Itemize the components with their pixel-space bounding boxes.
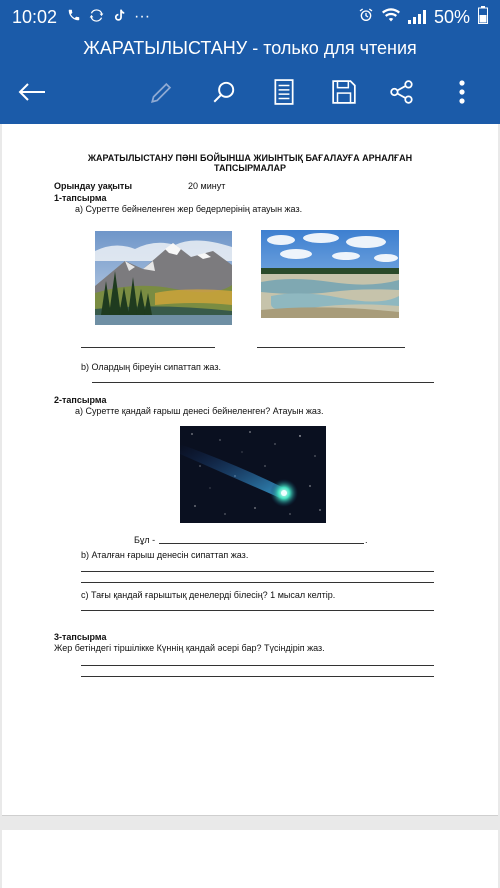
task1-title: 1-тапсырма <box>54 193 107 203</box>
tiktok-icon <box>112 8 126 27</box>
task1-question-b: b) Олардың біреуін сипаттап жаз. <box>81 362 221 372</box>
save-button[interactable] <box>326 74 362 110</box>
answer-line-task2c[interactable] <box>81 610 434 611</box>
answer-line-image1[interactable] <box>81 347 215 348</box>
save-icon <box>331 79 357 105</box>
task2-question-c: c) Тағы қандай ғарыштық денелерді білесің? 1 мысал келтір. <box>81 590 336 600</box>
sync-icon <box>89 8 104 27</box>
search-icon <box>211 79 237 105</box>
task2-question-b: b) Аталған ғарыш денесін сипаттап жаз. <box>81 550 249 560</box>
duration-value: 20 минут <box>188 181 226 191</box>
task1-question-a: a) Суретте бейнеленген жер бедерлерінің атауын жаз. <box>75 204 303 214</box>
battery-icon <box>478 6 488 29</box>
kebab-menu-icon <box>458 80 466 104</box>
answer-line-task3-2[interactable] <box>81 676 434 677</box>
mountain-landscape-image <box>95 231 232 325</box>
back-button[interactable] <box>14 74 50 110</box>
more-options-button[interactable] <box>444 74 480 110</box>
phone-call-icon <box>67 8 81 26</box>
reading-mode-button[interactable] <box>266 74 302 110</box>
document-heading-line2: ТАПСЫРМАЛАР <box>214 163 286 173</box>
share-button[interactable] <box>384 74 420 110</box>
more-notifications-dots: ··· <box>134 8 151 25</box>
task2-question-a: a) Суретте қандай ғарыш денесі бейнеленген? Атауын жаз. <box>75 406 324 416</box>
alarm-icon <box>358 7 374 28</box>
document-content <box>2 124 498 816</box>
task3-prompt: Жер бетіндегі тіршілікке Күннің қандай әсері бар? Түсіндіріп жаз. <box>54 643 325 653</box>
document-page-2[interactable] <box>2 830 498 888</box>
status-time: 10:02 <box>12 6 58 27</box>
comet-image <box>180 426 326 523</box>
document-heading-line1: ЖАРАТЫЛЫСТАНУ ПӘНІ БОЙЫНША ЖИЫНТЫҚ БАҒАЛАУҒА АРНАЛҒАН <box>87 153 413 163</box>
pencil-icon <box>149 79 175 105</box>
answer-line-task2b-1[interactable] <box>81 571 434 572</box>
task2-answer-period: . <box>365 535 368 545</box>
answer-line-task1b[interactable] <box>92 382 434 383</box>
answer-line-task3-1[interactable] <box>81 665 434 666</box>
document-page-1[interactable] <box>2 124 498 816</box>
status-bar <box>0 0 500 34</box>
wifi-icon <box>382 7 400 28</box>
document-view-icon <box>273 79 295 105</box>
toolbar <box>0 74 500 114</box>
task2-title: 2-тапсырма <box>54 395 107 405</box>
answer-line-task2b-2[interactable] <box>81 582 434 583</box>
app-bar <box>0 34 500 124</box>
battery-percent: 50% <box>433 6 470 27</box>
status-system-icons <box>358 6 488 29</box>
signal-icon <box>408 10 426 24</box>
answer-line-image2[interactable] <box>257 347 405 348</box>
edit-button[interactable] <box>144 74 180 110</box>
hot-spring-landscape-image <box>261 230 399 318</box>
task2-this-is-label: Бұл - <box>134 535 156 545</box>
answer-line-task2a[interactable] <box>159 543 364 544</box>
task3-title: 3-тапсырма <box>54 632 107 642</box>
status-notification-icons <box>67 8 150 27</box>
document-title: ЖАРАТЫЛЫСТАНУ - только для чтения <box>83 38 417 58</box>
search-button[interactable] <box>206 74 242 110</box>
duration-label: Орындау уақыты <box>54 181 133 191</box>
back-arrow-icon <box>18 82 46 102</box>
share-icon <box>389 79 415 105</box>
